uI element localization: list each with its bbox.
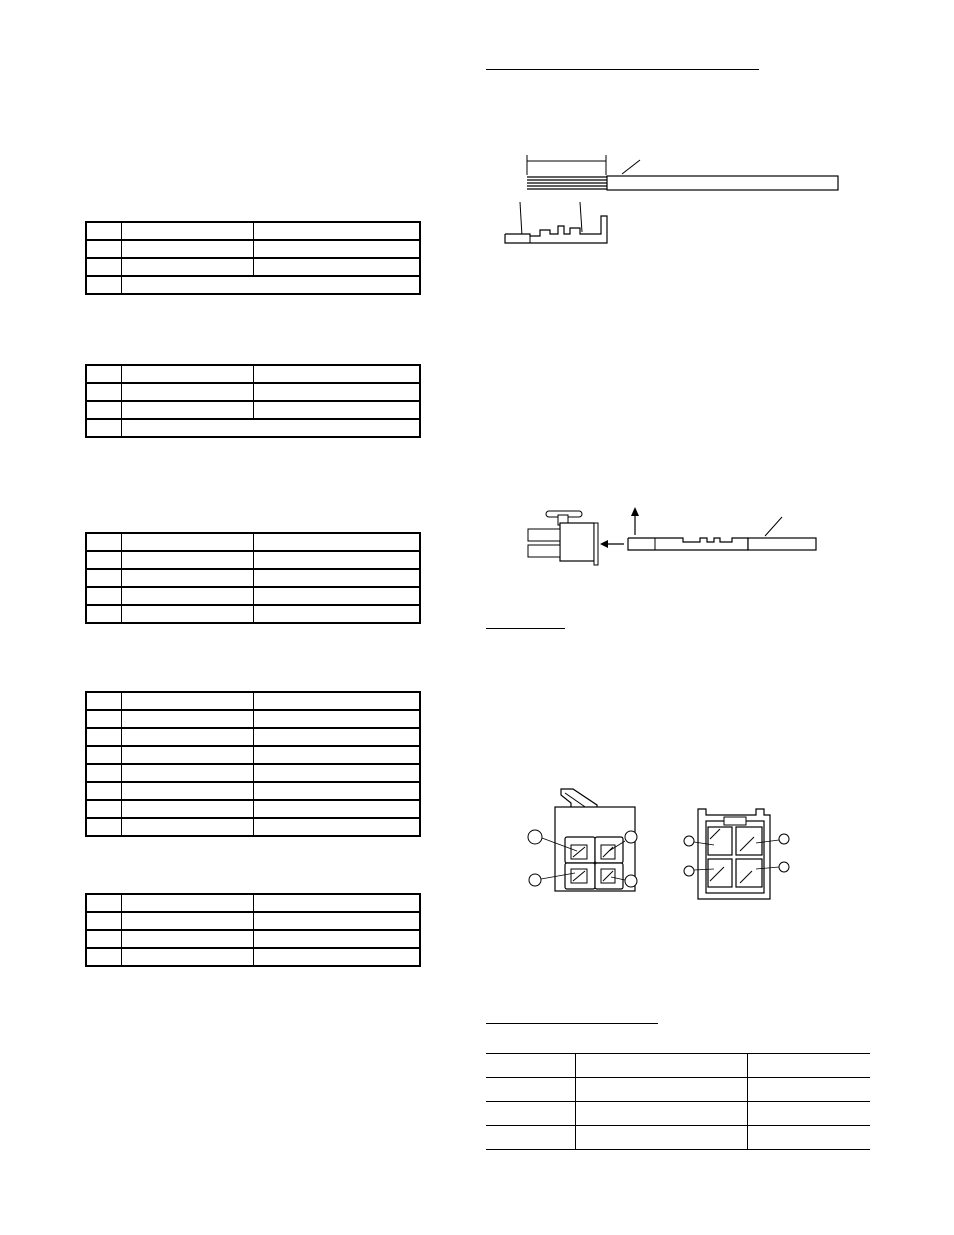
table-row [486,1126,870,1150]
table-row [86,728,420,746]
connector-plug-diagram [525,785,645,895]
table-row [86,692,420,710]
heading-underline [486,628,565,629]
table-row [86,912,420,930]
pin-table-2 [85,364,421,438]
table-row [86,383,420,401]
table-row [86,800,420,818]
table-row [86,401,420,419]
table-row [86,258,420,276]
table-row [86,222,420,240]
table-row [86,818,420,836]
table-row [86,240,420,258]
table-row [486,1078,870,1102]
table-row [86,551,420,569]
connector-receptacle-diagram [680,805,800,905]
table-row [86,587,420,605]
wire-strip-diagram [500,150,860,250]
table-row [86,782,420,800]
heading-underline [486,69,759,70]
table-row [86,948,420,966]
table-row [86,764,420,782]
terminal-insertion-diagram [520,505,820,565]
table-row [86,605,420,623]
table-row [486,1054,870,1078]
table-row [86,930,420,948]
table-row [86,533,420,551]
table-row [86,746,420,764]
pin-table-3 [85,532,421,624]
pin-table-4 [85,691,421,837]
table-row [86,419,420,437]
table-row [86,569,420,587]
table-row [86,365,420,383]
table-row [86,276,420,294]
spec-table [486,1053,870,1150]
heading-underline [486,1023,658,1024]
table-row [486,1102,870,1126]
table-row [86,894,420,912]
table-row [86,710,420,728]
pin-table-1 [85,221,421,295]
pin-table-5 [85,893,421,967]
